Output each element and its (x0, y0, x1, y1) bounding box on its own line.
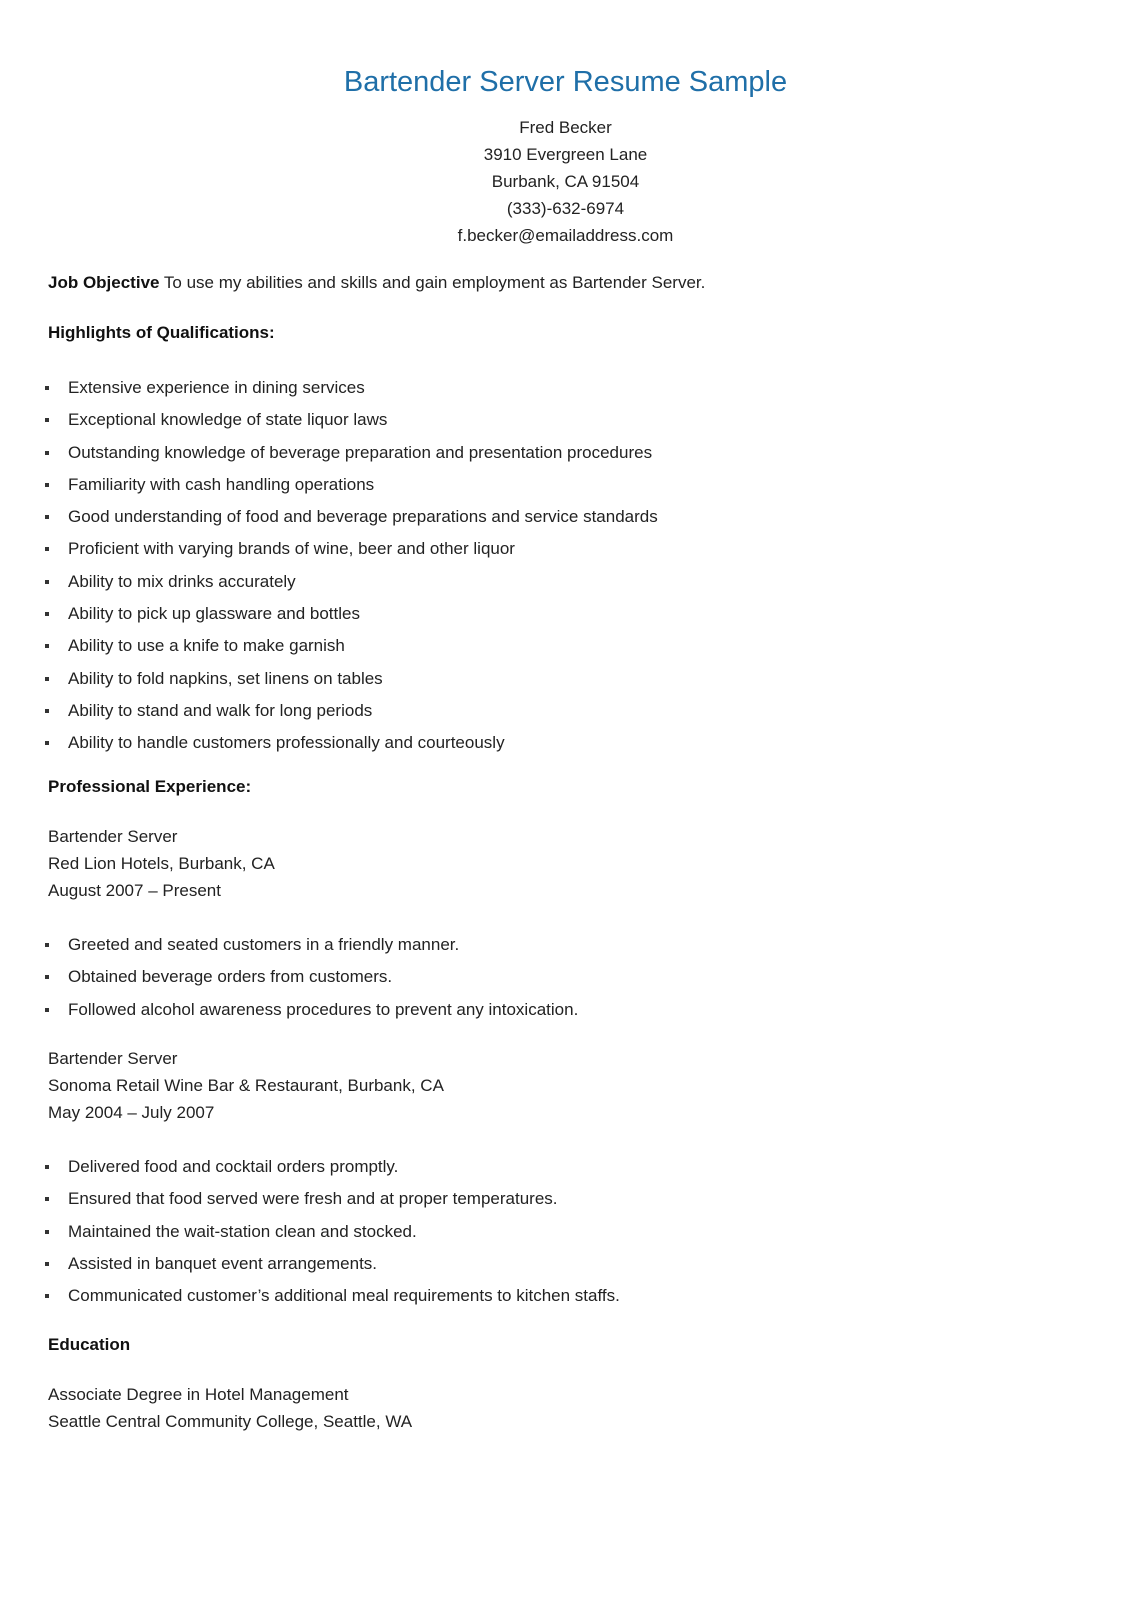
bullet-icon (45, 644, 49, 648)
list-item: Delivered food and cocktail orders promptly. (48, 1151, 620, 1183)
list-item: Familiarity with cash handling operations (48, 469, 658, 501)
job-2-dates: May 2004 – July 2007 (48, 1103, 215, 1122)
job-2-company: Sonoma Retail Wine Bar & Restaurant, Burbank, CA (48, 1076, 444, 1095)
job-1-company: Red Lion Hotels, Burbank, CA (48, 854, 275, 873)
list-item: Greeted and seated customers in a friendly manner. (48, 929, 578, 961)
list-item: Outstanding knowledge of beverage preparation and presentation procedures (48, 437, 658, 469)
bullet-icon (45, 612, 49, 616)
bullet-icon (45, 1008, 49, 1012)
list-item: Ability to pick up glassware and bottles (48, 598, 658, 630)
contact-name: Fred Becker (519, 118, 612, 137)
bullet-icon (45, 386, 49, 390)
bullet-icon (45, 515, 49, 519)
resume-title: Bartender Server Resume Sample (343, 66, 788, 98)
bullet-icon (45, 943, 49, 947)
list-item: Ability to handle customers professionally and courteously (48, 727, 658, 759)
list-item: Ensured that food served were fresh and at proper temperatures. (48, 1183, 620, 1215)
bullet-icon (45, 1294, 49, 1298)
bullet-icon (45, 677, 49, 681)
bullet-icon (45, 483, 49, 487)
education-info (48, 1381, 412, 1435)
contact-city: Burbank, CA 91504 (491, 172, 640, 191)
contact-street: 3910 Evergreen Lane (483, 145, 648, 164)
list-item: Ability to fold napkins, set linens on tables (48, 663, 658, 695)
contact-email: f.becker@emailaddress.com (457, 226, 674, 245)
experience-heading: Professional Experience: (48, 777, 252, 796)
job-2-title: Bartender Server (48, 1049, 178, 1068)
list-item: Ability to mix drinks accurately (48, 566, 658, 598)
contact-phone: (333)-632-6974 (506, 199, 625, 218)
list-item: Good understanding of food and beverage preparations and service standards (48, 501, 658, 533)
list-item: Maintained the wait-station clean and stocked. (48, 1216, 620, 1248)
bullet-icon (45, 1230, 49, 1234)
education-school: Seattle Central Community College, Seattle, WA (48, 1412, 413, 1431)
list-item: Obtained beverage orders from customers. (48, 961, 578, 993)
list-item: Assisted in banquet event arrangements. (48, 1248, 620, 1280)
job-2-info (48, 1045, 444, 1126)
list-item: Exceptional knowledge of state liquor laws (48, 404, 658, 436)
list-item: Proficient with varying brands of wine, beer and other liquor (48, 533, 658, 565)
list-item: Ability to use a knife to make garnish (48, 630, 658, 662)
job-1-duties (48, 929, 578, 1026)
bullet-icon (45, 418, 49, 422)
list-item: Ability to stand and walk for long periods (48, 695, 658, 727)
education-heading: Education (48, 1335, 131, 1354)
bullet-icon (45, 580, 49, 584)
bullet-icon (45, 547, 49, 551)
bullet-icon (45, 975, 49, 979)
list-item: Followed alcohol awareness procedures to prevent any intoxication. (48, 994, 578, 1026)
education-degree: Associate Degree in Hotel Management (48, 1385, 349, 1404)
highlights-list (48, 372, 658, 760)
bullet-icon (45, 1165, 49, 1169)
highlights-heading: Highlights of Qualifications: (48, 323, 275, 342)
list-item: Communicated customer’s additional meal requirements to kitchen staffs. (48, 1280, 620, 1312)
bullet-icon (45, 451, 49, 455)
contact-block (0, 114, 1131, 249)
bullet-icon (45, 1197, 49, 1201)
job-objective-label: Job Objective (48, 273, 160, 292)
job-objective-text: To use my abilities and skills and gain employment as Bartender Server. (163, 273, 706, 292)
job-1-dates: August 2007 – Present (48, 881, 221, 900)
bullet-icon (45, 1262, 49, 1266)
job-1-title: Bartender Server (48, 827, 178, 846)
list-item: Extensive experience in dining services (48, 372, 658, 404)
job-objective (48, 269, 705, 296)
job-1-info (48, 823, 275, 904)
job-2-duties (48, 1151, 620, 1312)
bullet-icon (45, 741, 49, 745)
bullet-icon (45, 709, 49, 713)
